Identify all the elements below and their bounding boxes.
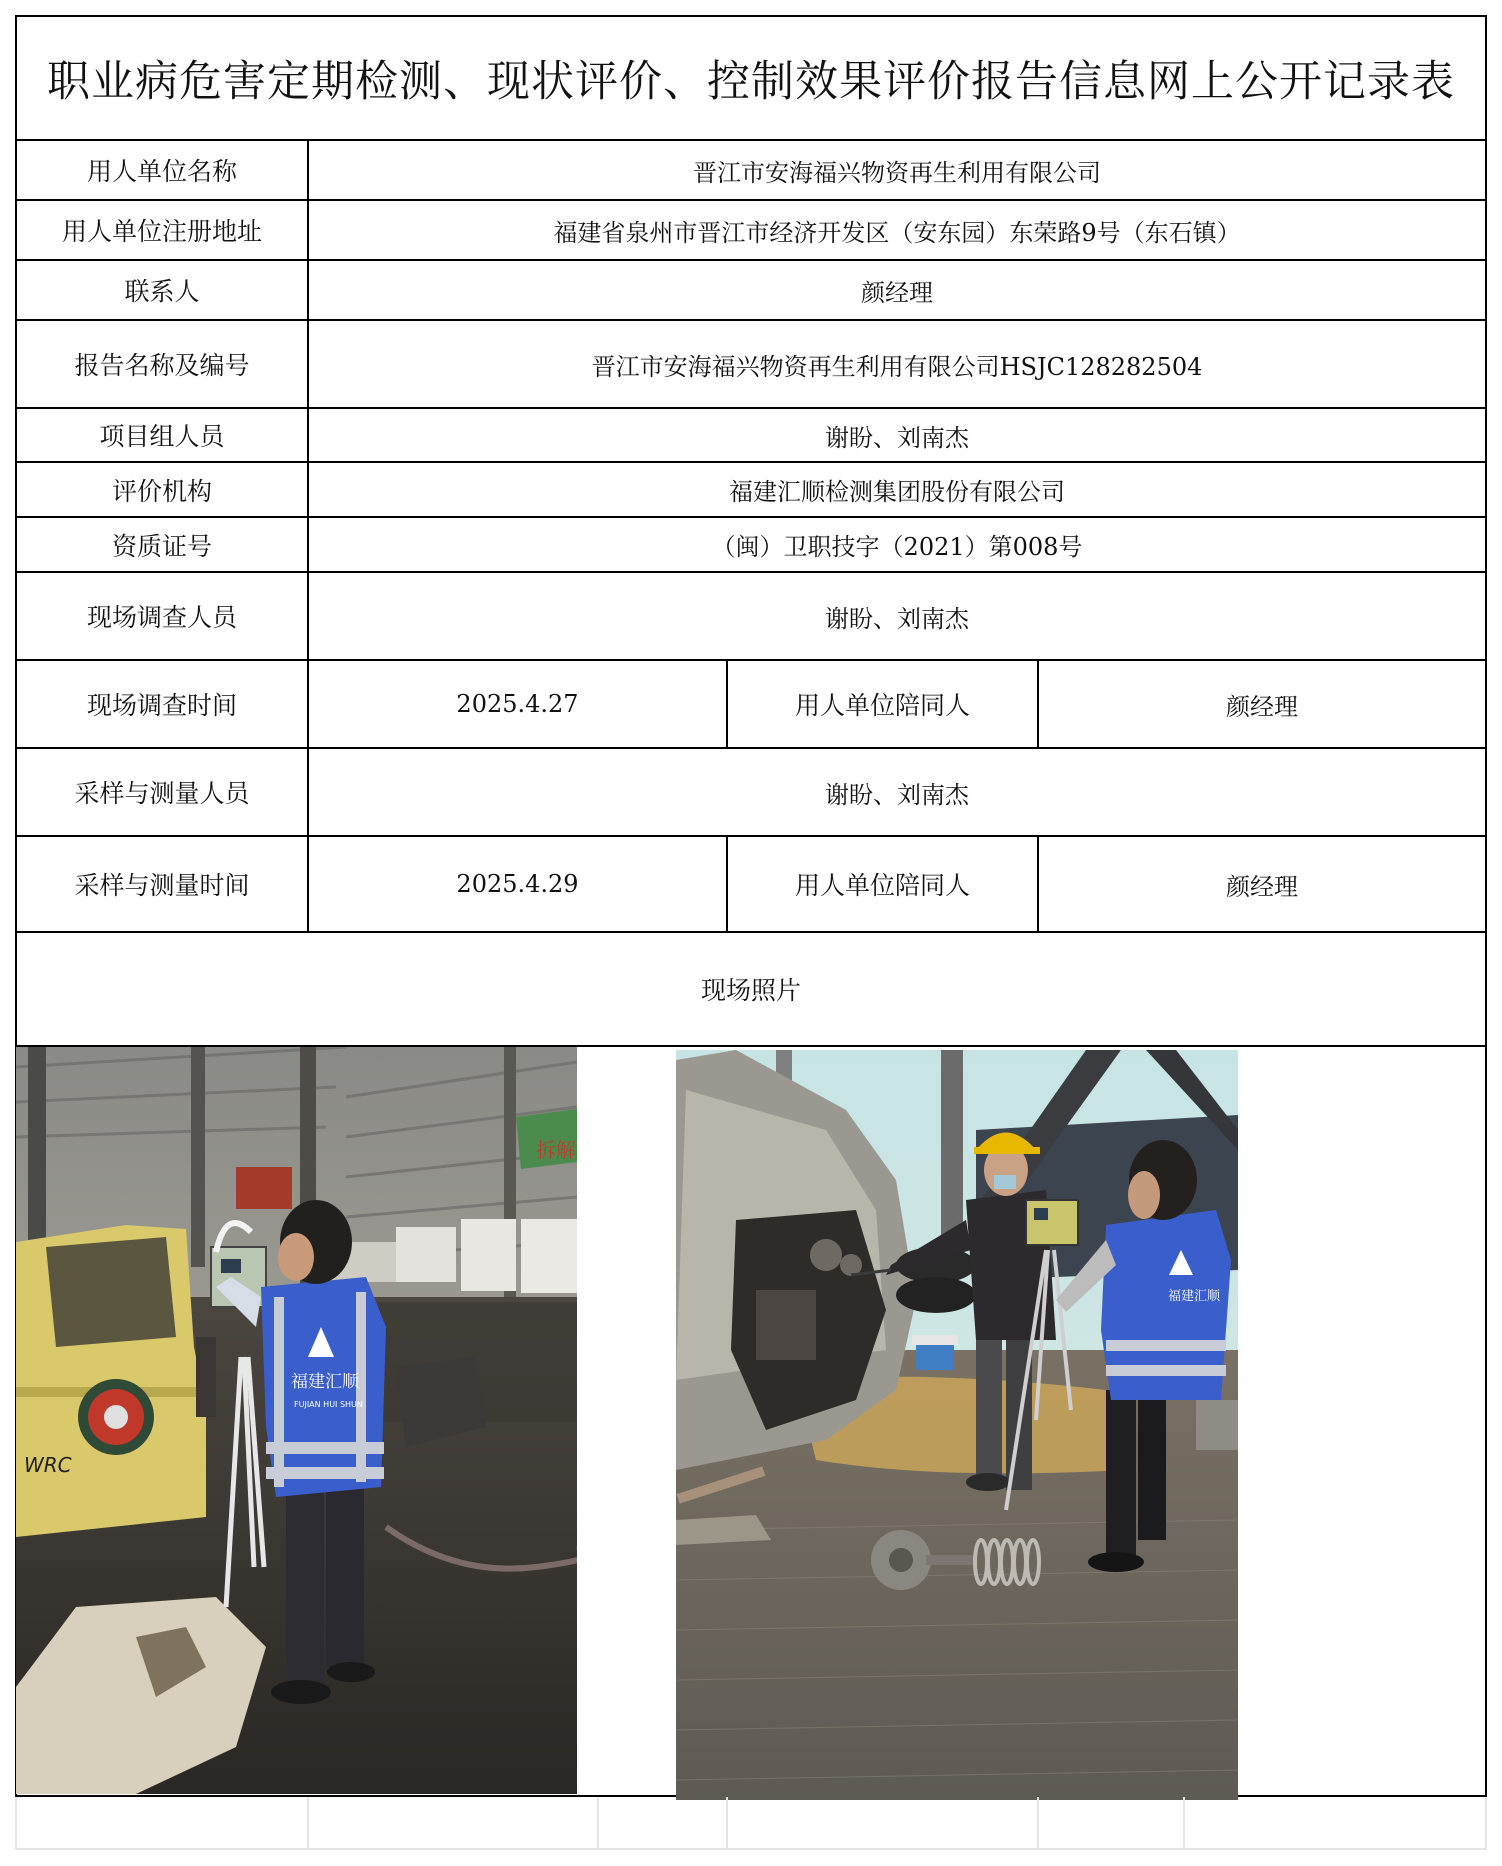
site-photo-1 — [16, 1047, 577, 1794]
faint-column-divider — [307, 1797, 309, 1850]
faint-divider — [15, 1848, 1487, 1850]
agency-label: 评价机构 — [111, 476, 212, 506]
survey-time-value: 2025.4.27 — [456, 690, 579, 718]
sampling-companion-value: 颜经理 — [1226, 872, 1298, 901]
certificate-label: 资质证号 — [111, 531, 212, 561]
survey-companion-label: 用人单位陪同人 — [794, 691, 970, 720]
employer-name-value: 晋江市安海福兴物资再生利用有限公司 — [693, 158, 1101, 187]
faint-column-divider — [1183, 1797, 1185, 1850]
faint-column-divider — [15, 1797, 17, 1850]
project-team-value: 谢盼、刘南杰 — [825, 423, 969, 452]
project-team-label: 项目组人员 — [99, 422, 225, 451]
sampling-personnel-label: 采样与测量人员 — [74, 779, 250, 808]
employer-address-value: 福建省泉州市晋江市经济开发区（安东园）东荣路9号（东石镇） — [553, 218, 1241, 247]
faint-column-divider — [597, 1797, 599, 1850]
report-value: 晋江市安海福兴物资再生利用有限公司HSJC128282504 — [591, 352, 1203, 381]
faint-column-divider — [1485, 1797, 1487, 1850]
page-title: 职业病危害定期检测、现状评价、控制效果评价报告信息网上公开记录表 — [47, 56, 1455, 107]
vest-logo-text: 福建汇顺 — [1168, 1289, 1221, 1304]
sampling-time-value: 2025.4.29 — [456, 870, 579, 898]
divider — [15, 1795, 676, 1797]
certificate-value: （闽）卫职技字（2021）第008号 — [711, 533, 1083, 561]
faint-column-divider — [726, 1797, 728, 1850]
contact-label: 联系人 — [124, 277, 200, 306]
survey-personnel-value: 谢盼、刘南杰 — [825, 604, 969, 633]
site-photo-2 — [676, 1050, 1238, 1800]
faint-column-divider — [1037, 1797, 1039, 1850]
employer-address-label: 用人单位注册地址 — [61, 217, 262, 246]
sampling-time-label: 采样与测量时间 — [74, 871, 250, 900]
svg-text:WRC: WRC — [24, 1453, 72, 1477]
site-photos-label: 现场照片 — [700, 976, 801, 1005]
report-label: 报告名称及编号 — [74, 351, 250, 380]
svg-text:拆解: 拆解 — [536, 1138, 576, 1162]
sampling-personnel-value: 谢盼、刘南杰 — [825, 780, 969, 809]
survey-time-label: 现场调查时间 — [86, 691, 237, 720]
sampling-companion-label: 用人单位陪同人 — [794, 871, 970, 900]
contact-value: 颜经理 — [861, 278, 933, 307]
vest-logo-text: 福建汇顺 — [291, 1372, 359, 1392]
survey-companion-value: 颜经理 — [1226, 692, 1298, 721]
agency-value: 福建汇顺检测集团股份有限公司 — [729, 478, 1065, 506]
vest-logo-subtext: FUJIAN HUI SHUN — [294, 1400, 363, 1409]
survey-personnel-label: 现场调查人员 — [86, 603, 237, 632]
divider — [1238, 1795, 1487, 1797]
employer-name-label: 用人单位名称 — [86, 157, 237, 186]
